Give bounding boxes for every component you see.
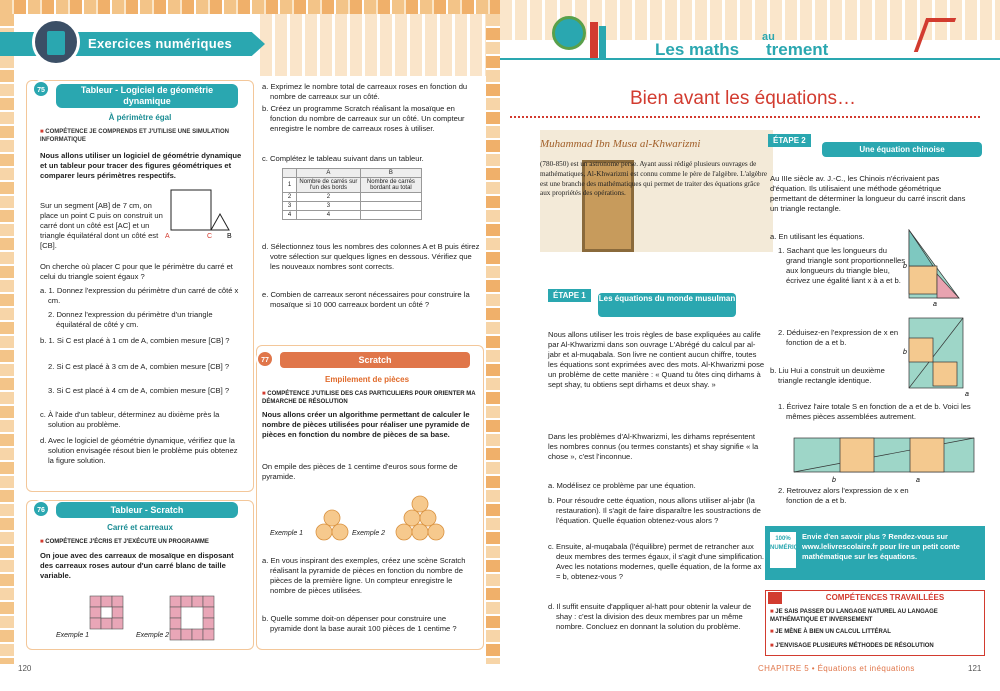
paragraph: Sur un segment [AB] de 7 cm, on place un point C puis on construit un carré dont un côté est [AC] et un triangle équilatéral dont un côté est [CB]. xyxy=(40,201,163,250)
question-b1: 1. Écrivez l'aire totale S en fonction de a et de b. Voici les mêmes pièces assemblées autrement. xyxy=(778,402,971,421)
question-b: b. Quelle somme doit-on dépenser pour construire une pyramide dont la base aurait 100 pièces de 1 centime ? xyxy=(262,614,457,633)
portrait-name: Muhammad Ibn Musa al-Khwarizmi xyxy=(540,138,701,150)
question-a: a. En vous inspirant des exemples, créez une scène Scratch réalisant la pyramide de pièces en fonction du nombre de pièces de la première ligne. Un compteur enregistre le nombre de pièces utilisées. xyxy=(262,556,466,595)
header-title-rest: trement xyxy=(766,40,829,59)
page-number: 120 xyxy=(18,664,32,673)
header-rule xyxy=(500,58,1000,60)
right-page xyxy=(500,0,1000,691)
exercise-title: Tableur - Scratch xyxy=(56,502,238,518)
question-a1: a. 1. Donnez l'expression du périmètre d'un carré de côté x cm. xyxy=(40,286,239,305)
label-b: b xyxy=(903,349,907,356)
header-title: Exercices numériques xyxy=(88,36,233,51)
paragraph: On empile des pièces de 1 centime d'euros sous forme de pyramide. xyxy=(262,462,458,481)
question-a1: 1. Sachant que les longueurs du grand triangle sont proportionnelles aux longueurs du triangle bleu, écrivez une égalité liant x à a et b. xyxy=(778,246,906,285)
question-b2: 2. Si C est placé à 3 cm de A, combien mesure [CB] ? xyxy=(48,362,230,371)
label-a: A xyxy=(165,233,170,240)
exercise-number: 76 xyxy=(32,500,50,518)
header-title-au: au xyxy=(762,31,775,43)
flag-icon xyxy=(768,592,782,604)
question-b2: 2. Retrouvez alors l'expression de x en fonction de a et b. xyxy=(778,486,909,505)
square-triangle-figure xyxy=(165,186,245,242)
decor-squares-band xyxy=(260,14,486,76)
info-text[interactable]: Envie d'en savoir plus ? Rendez-vous sur www.lelivrescolaire.fr pour lire un petit conte mathématique sur les équations. xyxy=(802,532,960,561)
paragraph: On cherche où placer C pour que le périmètre du carré et celui du triangle soient égaux ? xyxy=(40,262,233,281)
spreadsheet-table: A B 1 Nombre de carrés sur l'un des bords Nombre de carrés bordant au total 2 2 3 3 4 4 xyxy=(282,168,422,220)
label-a: a xyxy=(916,477,920,484)
title-rule xyxy=(510,116,980,118)
example-2-label: Exemple 2 xyxy=(352,530,386,537)
column-header: A xyxy=(297,169,361,178)
exercise-number: 75 xyxy=(32,80,50,98)
decor-squares-left xyxy=(0,14,14,664)
competence: ■ COMPÉTENCE J'UTILISE DES CAS PARTICULIERS POUR ORIENTER MA DÉMARCHE DE RÉSOLUTION xyxy=(262,391,476,405)
example-1-label: Exemple 1 xyxy=(270,530,304,537)
question-b: b. Pour résoudre cette équation, nous allons utiliser al-jabr (la restauration). Il s'agit de faire disparaître les soustractions de l'équation. Quelle équation obtenez-vous alors ? xyxy=(548,496,761,525)
question-c: c. À l'aide d'un tableur, déterminez au dixième près la solution au problème. xyxy=(40,410,220,429)
assembled-pieces-diagram xyxy=(792,434,977,484)
example-1-label: Exemple 1 xyxy=(56,632,90,639)
footer-chapter: CHAPITRE 5 • Équations et inéquations xyxy=(758,664,915,673)
intro-text: On joue avec des carreaux de mosaïque en disposant des carreaux roses autour d'un carré blanc de taille variable. xyxy=(40,551,234,580)
exercise-number: 77 xyxy=(256,350,274,368)
globe-icon xyxy=(552,16,586,50)
numerique-badge: 100% NUMÉRIQUE xyxy=(770,532,796,568)
step-title: Une équation chinoise xyxy=(822,142,982,157)
header-logo xyxy=(32,18,80,66)
step-label: ÉTAPE 2 xyxy=(768,134,811,147)
competence-item: ■ JE MÈNE À BIEN UN CALCUL LITTÉRAL xyxy=(770,629,891,635)
page-title: Bien avant les équations… xyxy=(630,88,857,109)
step1-intro: Nous allons utiliser les trois règles de base expliquées au calife par Al-Khwarizmi dans son ouvrage L'Abrégé du calcul par al-jabr et al-muqabala. Son livre ne contient aucun chiffre, toutes les équations sont exprimées avec des mots. Al-Khwarizmi pose un problème de cette manière : « Quand tu ôtes cinq dirhams à sept shay, tu obtiens sept dirhams et deux shay. » xyxy=(548,330,765,389)
exercise-subtitle: À périmètre égal xyxy=(108,113,172,122)
label-a: a xyxy=(965,391,969,398)
label-b: B xyxy=(227,233,232,240)
question-d: d. Il suffit ensuite d'appliquer al-hatt pour obtenir la valeur de shay : c'est la division des deux membres par un même nombre. Concluez en donnant la solution du problème. xyxy=(548,602,752,631)
decor-squares-right xyxy=(486,14,500,664)
example-2-label: Exemple 2 xyxy=(136,632,170,639)
step2-intro: Au IIIe siècle av. J.-C., les Chinois n'écrivaient pas d'équation. Ils utilisaient une méthode géométrique permettant de déterminer la longueur du carré inscrit dans un triangle rectangle. xyxy=(770,174,966,213)
page-number: 121 xyxy=(968,664,982,673)
question-a: a. En utilisant les équations. xyxy=(770,232,865,241)
label-a: a xyxy=(933,301,937,308)
question-e: e. Combien de carreaux seront nécessaires pour construire la mosaïque si 10 000 carreaux bordent un côté ? xyxy=(262,290,470,309)
book-icon xyxy=(590,22,598,58)
label-c: C xyxy=(207,233,213,240)
question-a: a. Exprimez le nombre total de carreaux roses en fonction du nombre de carreaux sur un côté. xyxy=(262,82,468,101)
header-title-main: Les maths xyxy=(655,40,740,59)
book-icon xyxy=(599,26,606,58)
step-title: Les équations du monde musulman xyxy=(598,293,736,317)
tablet-icon xyxy=(47,31,65,55)
biography-text: (780-850) est un astronome perse. Ayant aussi rédigé plusieurs ouvrages de mathématiques, Al-Khwarizmi est connu comme le père de l'algèbre. L'algèbre est une branche des mathématiques qui permet de traiter des équations grâce aux propriétés des opérations. xyxy=(540,160,768,198)
question-b: b. Liu Hui a construit un deuxième triangle rectangle identique. xyxy=(770,366,885,385)
question-a2: 2. Donnez l'expression du périmètre d'un triangle équilatéral de côté y cm. xyxy=(48,310,213,329)
question-d: d. Avec le logiciel de géométrie dynamique, vérifiez que la solution envisagée résout bien le problème puis obtenez la figure solution. xyxy=(40,436,238,465)
column-header: B xyxy=(360,169,421,178)
question-b: b. Créez un programme Scratch réalisant la mosaïque en fonction du nombre de carreaux sur un côté. Un compteur enregistre le nombre de carreaux roses à utiliser. xyxy=(262,104,465,133)
step1-paragraph: Dans les problèmes d'Al-Khwarizmi, les dirhams représentent les nombres connus (ou termes constants) et shay signifie « la chose », c'est l'inconnue. xyxy=(548,432,759,461)
competence-item: ■ JE SAIS PASSER DU LANGAGE NATUREL AU LANGAGE MATHÉMATIQUE ET INVERSEMENT xyxy=(770,609,938,623)
exercise-subtitle: Empilement de pièces xyxy=(324,375,410,384)
question-a2: 2. Déduisez-en l'expression de x en fonction de a et b. xyxy=(778,328,899,347)
question-c: c. Complétez le tableau suivant dans un tableur. xyxy=(262,154,424,163)
question-d: d. Sélectionnez tous les nombres des colonnes A et B puis étirez votre sélection sur quelques lignes en dessous. Vérifiez que les nouveaux nombres sont corrects. xyxy=(262,242,480,271)
exercise-title: Scratch xyxy=(280,352,470,368)
decor-squares-top xyxy=(0,0,500,14)
intro-text: Nous allons utiliser un logiciel de géométrie dynamique et un tableur pour tracer des figures géométriques et comparer leurs périmètres respectifs. xyxy=(40,151,242,180)
competences-title: COMPÉTENCES TRAVAILLÉES xyxy=(825,593,945,602)
question-b1: b. 1. Si C est placé à 1 cm de A, combien mesure [CB] ? xyxy=(40,336,230,345)
question-a: a. Modélisez ce problème par une équation. xyxy=(548,481,696,490)
question-c: c. Ensuite, al-muqabala (l'équilibre) permet de retrancher aux deux membres des termes égaux, il s'agit d'une simplification. Avec les notations modernes, quelle équation, de la forme ax = b, obtenez-vous ? xyxy=(548,542,765,581)
exercise-title: Tableur - Logiciel de géométrie dynamique xyxy=(56,84,238,108)
label-b: b xyxy=(832,477,836,484)
step-label: ÉTAPE 1 xyxy=(548,289,591,302)
triangle-diagrams xyxy=(905,226,985,406)
intro-text: Nous allons créer un algorithme permettant de calculer le nombre de pièces utilisées pour réaliser une pyramide de pièces en fonction du nombre de pièces de sa base. xyxy=(262,410,470,439)
question-b3: 3. Si C est placé à 4 cm de A, combien mesure [CB] ? xyxy=(48,386,230,395)
competence: ■ COMPÉTENCE JE COMPRENDS ET J'UTILISE UNE SIMULATION INFORMATIQUE xyxy=(40,129,229,143)
competence: ■ COMPÉTENCE J'ÉCRIS ET J'EXÉCUTE UN PROGRAMME xyxy=(40,539,209,545)
label-b: b xyxy=(903,263,907,270)
exercise-subtitle: Carré et carreaux xyxy=(107,523,173,532)
competence-item: ■ J'ENVISAGE PLUSIEURS MÉTHODES DE RÉSOLUTION xyxy=(770,643,934,649)
